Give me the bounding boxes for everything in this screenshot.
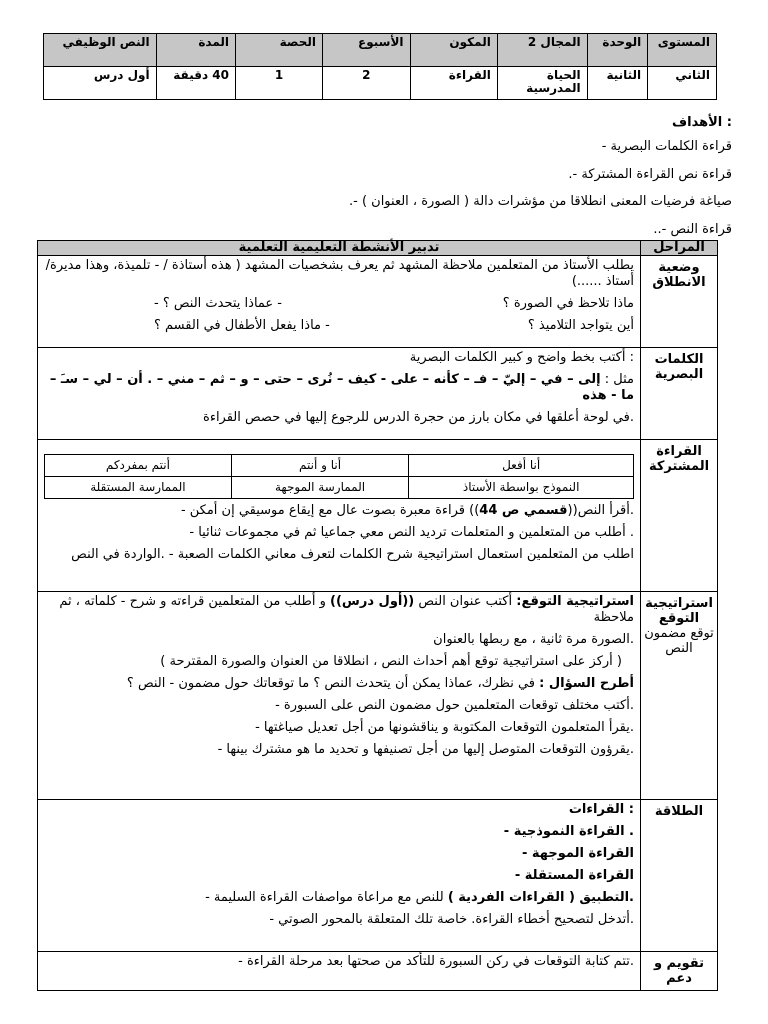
activity-line: القراءة الموجهة - <box>521 846 634 861</box>
header-text: النص الوظيفي <box>44 34 157 67</box>
header-level: المستوى <box>648 34 717 67</box>
stage-content <box>38 348 641 440</box>
value-duration: 40 دقيقة <box>156 67 235 100</box>
stage-label <box>641 592 718 800</box>
application-label: .التطبيق ( القراءات الفردية ) <box>447 890 634 905</box>
value-component: القراءة <box>410 67 497 100</box>
activity-line: . أطلب من المتعلمين و المتعلمات ترديد النص معي جماعيا ثم في مجموعات ثنائيا - <box>189 525 634 540</box>
stage-subtitle: توقع مضمون النص <box>644 626 714 656</box>
sight-words: إلى – في – إليّ – فـ – كأنه – على - كيف – نُرى – حتى – و – ثم – مني – . أن – لي – سـَ – ما - هذه <box>49 372 634 403</box>
stage-label: تقويم و دعم <box>641 952 718 991</box>
stage-label: الكلمات البصرية <box>641 348 718 440</box>
text-part: .أقرأ النص(( <box>567 503 634 518</box>
book-reference: قسمي ص 44 <box>479 503 568 518</box>
goal-item: قراءة النص -.. <box>653 222 732 238</box>
activity-line: : القراءات <box>568 802 634 817</box>
value-domain: الحياة المدرسية <box>497 67 587 100</box>
header-session: الحصة <box>236 34 323 67</box>
stage-row-prediction <box>38 592 718 800</box>
activity-line: ( أركز على استراتيجية توقع أهم أحداث النص ، انطلاقا من العنوان والصورة المقترحة ) <box>160 654 622 669</box>
stage-content <box>38 952 641 991</box>
text-part: و أطلب من المتعلمين قراءته و شرح - كلماته ، ثم ملاحظة <box>59 594 634 625</box>
model-cell: الممارسة الموجهة <box>231 477 408 499</box>
question-label: أطرح السؤال : <box>539 676 634 691</box>
stage-row-shared-reading <box>38 440 718 592</box>
activity-line: .يقرأ المتعلمون التوقعات المكتوبة و يناقشونها من أجل تعديل صياغتها - <box>255 720 634 735</box>
stage-content <box>38 800 641 952</box>
stage-title: استراتيجية التوقع <box>645 596 713 626</box>
value-week: 2 <box>323 67 410 100</box>
stage-row-evaluation <box>38 952 718 991</box>
activity-line <box>44 503 634 519</box>
example-label: مثل : <box>604 372 634 387</box>
question: ماذا تلاحظ في الصورة ؟ <box>502 296 634 311</box>
stage-label: الطلاقة <box>641 800 718 952</box>
stage-label: وضعية الانطلاق <box>641 256 718 348</box>
goal-item: قراءة الكلمات البصرية - <box>601 139 732 154</box>
model-cell: أنا أفعل <box>409 455 634 477</box>
value-text: أول درس <box>44 67 157 100</box>
info-value-row <box>44 67 717 100</box>
activities-table <box>37 240 718 991</box>
goal-item: قراءة نص القراءة المشتركة -. <box>568 166 732 182</box>
text-part: في نظرك، عماذا يمكن أن يتحدث النص ؟ ما توقعاتك حول مضمون - النص ؟ <box>126 676 540 691</box>
header-unit: الوحدة <box>587 34 648 67</box>
activity-line: القراءة المستقلة - <box>514 868 634 883</box>
activity-line <box>44 890 634 906</box>
activity-line: . القراءة النموذجية - <box>503 824 634 839</box>
header-stages: المراحل <box>641 241 718 256</box>
text-part: )) قراءة معبرة بصوت عال مع إيقاع موسيقي إن أمكن - <box>180 503 480 518</box>
stage-content <box>38 256 641 348</box>
goals-title: : الأهداف <box>672 115 732 130</box>
stage-label: القراءة المشتركة <box>641 440 718 592</box>
text-part: أكتب عنوان النص <box>414 594 517 609</box>
model-cell: الممارسة المستقلة <box>45 477 232 499</box>
header-component: المكون <box>410 34 497 67</box>
question-pair <box>44 296 634 312</box>
info-header-row <box>44 34 717 67</box>
header-week: الأسبوع <box>323 34 410 67</box>
activities-header-row <box>38 241 718 256</box>
activity-line: .أكتب مختلف توقعات المتعلمين حول مضمون النص على السبورة - <box>275 698 634 713</box>
activity-line: يطلب الأستاذ من المتعلمين ملاحظة المشهد ثم يعرف بشخصيات المشهد ( هذه أستاذة / - تلميذة، وهذا مديرة/أستاذ ......) <box>45 258 634 289</box>
goals-section <box>40 112 732 247</box>
activity-line: : أكتب بخط واضح و كبير الكلمات البصرية <box>409 350 634 365</box>
question: - عماذا يتحدث النص ؟ - <box>154 296 282 311</box>
model-cell: أنتم بمفردكم <box>45 455 232 477</box>
activity-line: اطلب من المتعلمين استعمال استراتيجية شرح الكلمات لتعرف معاني الكلمات الصعبة - .الواردة في النص <box>71 547 634 562</box>
gradual-release-table <box>44 454 634 499</box>
stage-row-launch <box>38 256 718 348</box>
model-row <box>45 455 634 477</box>
stage-row-fluency <box>38 800 718 952</box>
model-cell: النموذج بواسطة الأستاذ <box>409 477 634 499</box>
example-line <box>44 372 634 404</box>
strategy-label: استراتيجية التوقع: <box>516 594 634 609</box>
text-part: للنص مع مراعاة مواصفات القراءة السليمة - <box>205 890 448 905</box>
question: أين يتواجد التلاميذ ؟ <box>527 318 634 333</box>
activity-line <box>44 676 634 692</box>
value-session: 1 <box>236 67 323 100</box>
activity-line: .في لوحة أعلقها في مكان بارز من حجرة الدرس للرجوع إليها في حصص القراءة <box>203 410 634 425</box>
question: - ماذا يفعل الأطفال في القسم ؟ <box>154 318 330 333</box>
header-domain: المجال 2 <box>497 34 587 67</box>
value-unit: الثانية <box>587 67 648 100</box>
activity-line: .الصورة مرة ثانية ، مع ربطها بالعنوان <box>433 632 634 647</box>
lesson-info-table <box>43 33 717 100</box>
question-pair <box>44 318 634 334</box>
model-row <box>45 477 634 499</box>
goal-item: صياغة فرضيات المعنى انطلاقا من مؤشرات دالة ( الصورة ، العنوان ) -. <box>348 194 732 210</box>
activity-line: .تتم كتابة التوقعات في ركن السبورة للتأكد من صحتها بعد مرحلة القراءة - <box>238 954 634 969</box>
header-activities: تدبير الأنشطة التعليمية التعلمية <box>38 241 641 256</box>
activity-line: .أتدخل لتصحيح أخطاء القراءة. خاصة تلك المتعلقة بالمحور الصوتي - <box>269 912 634 927</box>
stage-content <box>38 440 641 592</box>
header-duration: المدة <box>156 34 235 67</box>
stage-row-sight-words <box>38 348 718 440</box>
text-title: ((أول درس)) <box>330 594 415 609</box>
stage-content <box>38 592 641 800</box>
activity-line: .يقرؤون التوقعات المتوصل إليها من أجل تصنيفها و تحديد ما هو مشترك بينها - <box>217 742 634 757</box>
activity-line <box>44 594 634 626</box>
value-level: الثاني <box>648 67 717 100</box>
model-cell: أنا و أنتم <box>231 455 408 477</box>
